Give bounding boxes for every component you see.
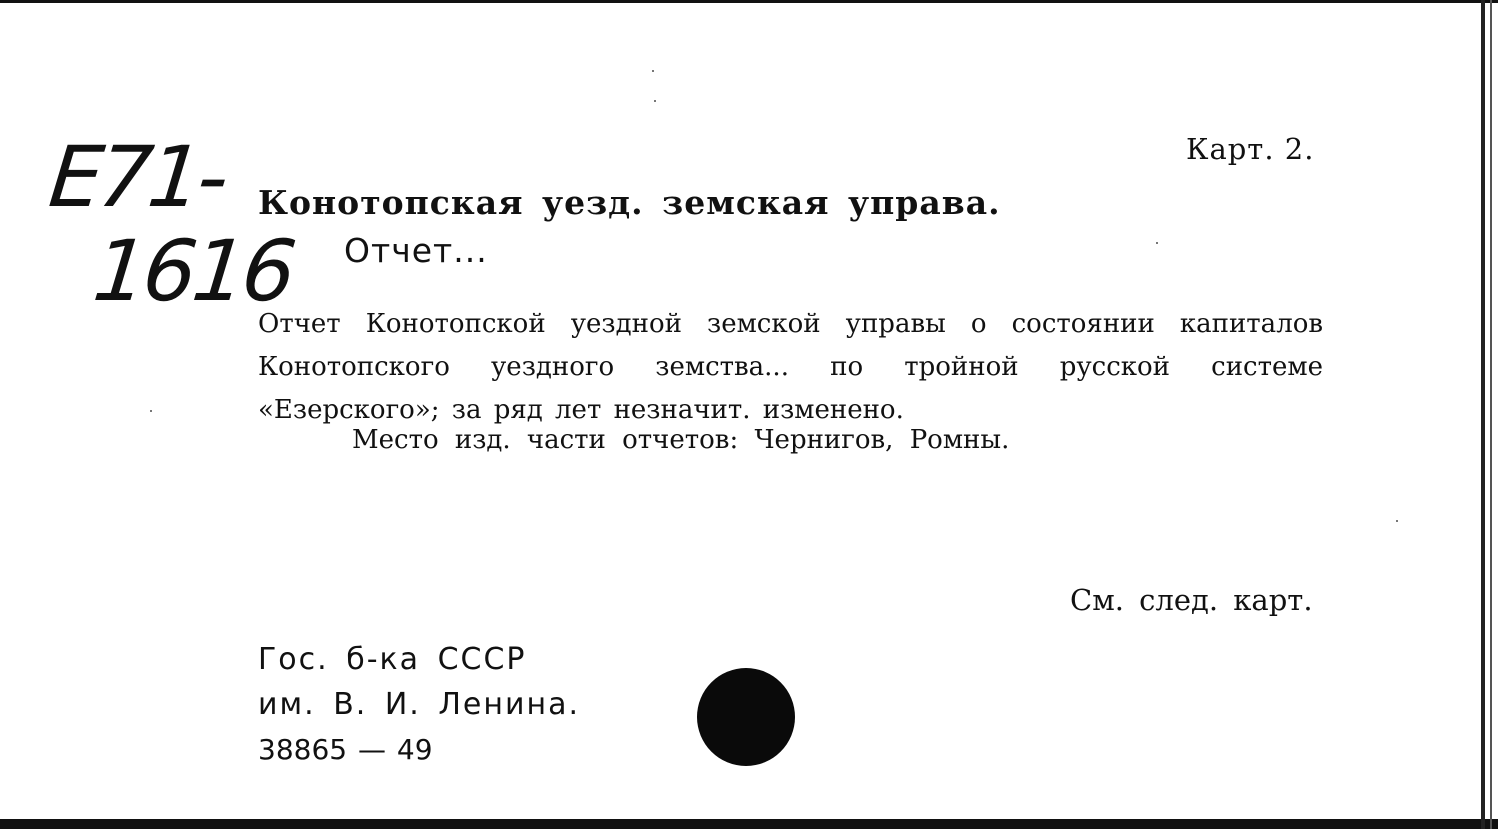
library-number: 38865 — 49: [258, 733, 433, 766]
library-line2: им. В. И. Ленина.: [258, 687, 581, 722]
card-number: Карт. 2.: [1186, 132, 1315, 166]
card-right-edge-shadow: [1490, 0, 1492, 829]
handwritten-shelfmark-line1: E71-: [44, 128, 230, 226]
scan-speck: [150, 410, 152, 412]
scan-speck: [1156, 242, 1158, 244]
see-next-card: См. след. карт.: [1070, 583, 1313, 617]
card-punch-hole: [697, 668, 795, 766]
card-right-edge: [1481, 0, 1485, 829]
scan-speck: [654, 100, 656, 102]
card-heading: Конотопская уезд. земская управа.: [258, 183, 1001, 222]
handwritten-shelfmark-line2: 1616: [88, 222, 297, 320]
card-bottom-edge: [0, 819, 1498, 829]
scan-speck: [1396, 520, 1398, 522]
library-line1: Гос. б-ка СССР: [258, 642, 527, 677]
card-subheading: Отчет...: [344, 231, 488, 270]
place-of-publication: Место изд. части отчетов: Чернигов, Ромны.: [352, 425, 1010, 455]
scan-speck: [652, 70, 654, 72]
card-description: Отчет Конотопской уездной земской управы о состоянии капиталов Конотопского уездного земства... по тройной русской системе «Езерского»; за ряд лет незначит. изменено.: [258, 309, 1323, 425]
library-stamp: [258, 637, 580, 772]
card-top-edge: [0, 0, 1498, 3]
